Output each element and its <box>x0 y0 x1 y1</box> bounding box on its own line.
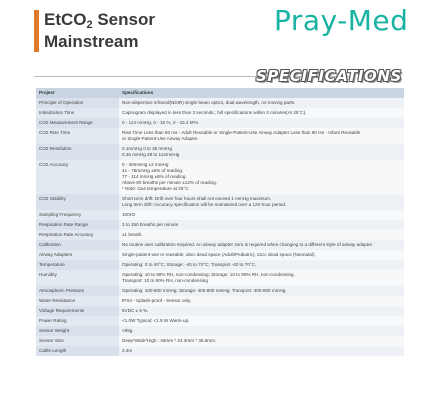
row-value: Capnogram displayed in less than 3 seconds.; full specifications within 3 minutes(At 25°C). <box>119 108 404 118</box>
row-value: 0 - 40mmHg ±2 mmHg 41 - 76mmHg ±5% of reading. 77 - 114 mmHg ±8% of reading. Above 80 breaths per minute ±12% of reading. * Note: Gas temperature at 25°C. <box>119 160 404 194</box>
row-value: 3 to 150 breaths per minute <box>119 220 404 230</box>
table-row <box>36 108 404 118</box>
row-label: CO2 Rise Time <box>36 128 119 144</box>
row-value: <65g. <box>119 326 404 336</box>
row-label: CO2 Stability <box>36 194 119 210</box>
title-line2: Mainstream <box>44 32 139 51</box>
title-accent-bar <box>34 10 39 52</box>
page-title <box>44 10 155 52</box>
table-row <box>36 160 404 194</box>
table-row <box>36 118 404 128</box>
brand-logo: Pray-Med <box>274 4 409 37</box>
column-header-specifications: Specifications <box>119 88 404 98</box>
row-label: Respiration Rate Range <box>36 220 119 230</box>
row-label: Calibration <box>36 240 119 250</box>
specifications-table <box>36 88 404 356</box>
row-label: CO2 Resolution <box>36 144 119 160</box>
row-label: Initialization Time <box>36 108 119 118</box>
row-value: Deep*Wide*High : 46mm * 24.3mm * 35.5mm. <box>119 336 404 346</box>
row-value: Rise Time Less than 60 ms - Adult Reusable or Single-Patient-Use Airway Adapter Less than 60 ms - Infant Reusable or Single-Patient-Use Airway Adapter. <box>119 128 404 144</box>
table-row <box>36 220 404 230</box>
table-header-row <box>36 88 404 98</box>
row-label: Temperature <box>36 260 119 270</box>
row-label: Sensor Size <box>36 336 119 346</box>
table-row <box>36 98 404 108</box>
table-row <box>36 326 404 336</box>
row-label: Airway Adapters <box>36 250 119 260</box>
table-row <box>36 316 404 326</box>
row-value: Non-dispersive infrared(NDIR) single beam optics, dual wavelength, no moving parts. <box>119 98 404 108</box>
table-row <box>36 194 404 210</box>
table-row <box>36 250 404 260</box>
row-label: Humidity <box>36 270 119 286</box>
row-label: CO2 Accuracy <box>36 160 119 194</box>
table-row <box>36 306 404 316</box>
row-value: <1.0W Typical; <1.9 W Warm-up. <box>119 316 404 326</box>
column-header-project: Project <box>36 88 119 98</box>
table-row <box>36 210 404 220</box>
row-label: Sampling Frequency <box>36 210 119 220</box>
row-value: 0 - 114 mmHg, 0 - 15 %, 0 - 15.2 kPa <box>119 118 404 128</box>
table-row <box>36 286 404 296</box>
row-value: 0.1mmHg 0 to 38 mmHg 0.25 mmHg 39 to 114mmHg <box>119 144 404 160</box>
row-label: Voltage Requirements <box>36 306 119 316</box>
row-label: Principle of Operation <box>36 98 119 108</box>
table-row <box>36 336 404 346</box>
row-label: Power Rating <box>36 316 119 326</box>
table-row <box>36 230 404 240</box>
table-row <box>36 260 404 270</box>
row-label: CO2 Measurement Range <box>36 118 119 128</box>
title-line1-pre: EtCO <box>44 10 87 29</box>
title-line1-sub: 2 <box>86 19 93 31</box>
row-label: Atmospheric Pressure <box>36 286 119 296</box>
table-row <box>36 346 404 356</box>
row-value: Operating: 10 to 90% RH, non-condensing; Storage: 10 to 90% RH, non-condensing. Transport: 10 to 90% RH, non-condensing <box>119 270 404 286</box>
table-row <box>36 270 404 286</box>
row-label: Water Resistance <box>36 296 119 306</box>
table-row <box>36 128 404 144</box>
table-row <box>36 240 404 250</box>
row-value: ±1 breath. <box>119 230 404 240</box>
title-line1-post: Sensor <box>92 10 155 29</box>
row-value: Operating: 0 to 40°C; Storage: -40 to 70°C; Transport -40 to 70°C. <box>119 260 404 270</box>
row-label: Sensor Weight <box>36 326 119 336</box>
row-value: Single-patient-use or reusable; ≤5cc dead space (Adult/Pediatric), ≤1cc dead space (Neonatal). <box>119 250 404 260</box>
row-value: 2.4m <box>119 346 404 356</box>
row-value: Short term drift: Drift over four hours shall not exceed 1 mmHg maximum. Long term drift: Accuracy specification will be maintained over a 120-hour period. <box>119 194 404 210</box>
table-row <box>36 144 404 160</box>
row-value: 100Hz <box>119 210 404 220</box>
row-value: 5VDC ± 5 %. <box>119 306 404 316</box>
row-value: Operating: 430-800 mmHg; Storage: 400-800 mmHg; Transport: 400-800 mmHg. <box>119 286 404 296</box>
row-value: No routine user calibration required. An airway adapter zero is required when changing to a different style of airway adapter <box>119 240 404 250</box>
table-row <box>36 296 404 306</box>
row-label: Cable Length <box>36 346 119 356</box>
row-value: IPX4 - Splash-proof - Sensor only. <box>119 296 404 306</box>
specifications-banner: SPECIFICATIONS <box>256 67 402 85</box>
row-label: Respiration Rate Accuracy <box>36 230 119 240</box>
